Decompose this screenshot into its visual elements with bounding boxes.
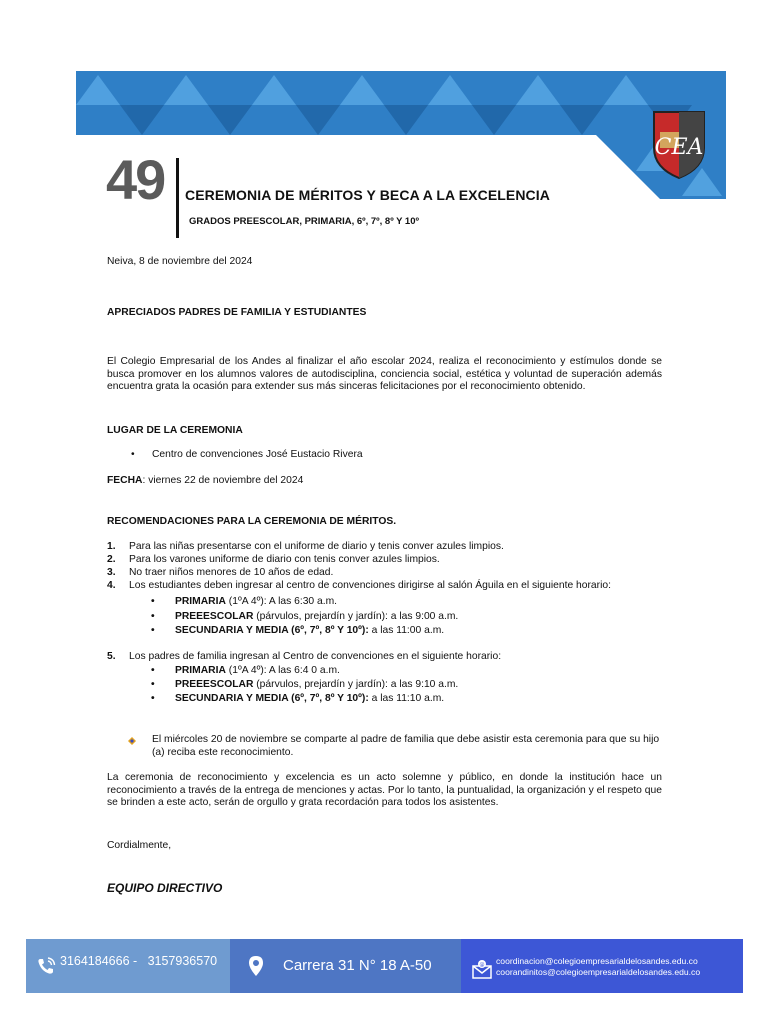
- mail-icon: [471, 959, 493, 979]
- svg-text:@: @: [479, 962, 485, 968]
- logo-text: CEA: [654, 135, 704, 160]
- header-divider: [176, 158, 179, 238]
- schedule-item: • SECUNDARIA Y MEDIA (6º, 7º, 8º Y 10º): a las 11:10 a.m.: [151, 693, 445, 704]
- footer-address: [230, 939, 461, 993]
- note-paragraph: El miércoles 20 de noviembre se comparte al padre de familia que debe asistir esta ceremonia para que su hijo (a) reciba este reconocimiento.: [152, 734, 660, 758]
- list-item: 3. No traer niños menores de 10 años de edad.: [107, 567, 334, 578]
- phone-icon: [36, 956, 56, 976]
- date-label: FECHA: [107, 475, 143, 486]
- place-heading: LUGAR DE LA CEREMONIA: [107, 425, 243, 436]
- list-item: 1. Para las niñas presentarse con el uniforme de diario y tenis conver azules limpios.: [107, 541, 504, 552]
- intro-paragraph: El Colegio Empresarial de los Andes al finalizar el año escolar 2024, realiza el reconocimiento y estímulos donde se busca promover en los alumnos valores de autodisciplina, conciencia social, estética y voluntad de superación además encuentra grata la ocasión para extender sus más sinceras felicitaciones por el reconocimiento obtenido.: [107, 356, 662, 392]
- recommendations-heading: RECOMENDACIONES PARA LA CEREMONIA DE MÉRITOS.: [107, 516, 397, 527]
- email-primary[interactable]: coordinacion@colegioempresarialdelosandes.edu.co: [496, 956, 698, 966]
- farewell: Cordialmente,: [107, 840, 172, 851]
- schedule-item: • PREEESCOLAR (párvulos, prejardín y jardín): a las 9:00 a.m.: [151, 611, 459, 622]
- schedule-item: • PRIMARIA (1ºA 4º): A las 6:30 a.m.: [151, 596, 338, 607]
- location-pin-icon: [248, 955, 264, 977]
- footer: [26, 939, 743, 993]
- date-field: [107, 475, 662, 488]
- list-item: 2. Para los varones uniforme de diario con tenis conver azules limpios.: [107, 554, 440, 565]
- closing-paragraph: La ceremonia de reconocimiento y excelencia es un acto solemne y público, en donde la institución hace un reconocimiento a través de la entrega de menciones y actas. Por lo tanto, la puntualidad, la organización y el respeto que se brinden a este acto, serán de orgullo y grata recordación para todos los asistentes.: [107, 772, 662, 808]
- circular-number: 49: [106, 148, 165, 211]
- greeting: APRECIADOS PADRES DE FAMILIA Y ESTUDIANTES: [107, 307, 367, 318]
- arrow-bullet-icon: [127, 736, 137, 746]
- schedule-item: • PREEESCOLAR (párvulos, prejardín y jardín): a las 9:10 a.m.: [151, 679, 459, 690]
- date-value: : viernes 22 de noviembre del 2024: [142, 475, 304, 486]
- date-line: Neiva, 8 de noviembre del 2024: [107, 256, 253, 267]
- schedule-item: • PRIMARIA (1ºA 4º): A las 6:4 0 a.m.: [151, 665, 340, 676]
- page-subtitle: GRADOS PREESCOLAR, PRIMARIA, 6º, 7º, 8º Y 10º: [189, 216, 419, 227]
- list-item: 5. Los padres de familia ingresan al Centro de convenciones en el siguiente horario:: [107, 651, 502, 662]
- footer-emails: [461, 939, 743, 993]
- address: Carrera 31 N° 18 A-50: [283, 957, 432, 974]
- email-secondary[interactable]: coorandinitos@colegioempresarialdelosandes.edu.co: [496, 967, 701, 977]
- school-logo: [652, 108, 706, 180]
- phone-numbers: 3164184666 - 3157936570: [60, 954, 218, 968]
- page-title: CEREMONIA DE MÉRITOS Y BECA A LA EXCELENCIA: [185, 187, 550, 203]
- header-banner: [76, 71, 726, 199]
- bullet: •: [131, 449, 135, 460]
- place-item: Centro de convenciones José Eustacio Rivera: [152, 449, 363, 460]
- list-item: 4. Los estudiantes deben ingresar al centro de convenciones dirigirse al salón Águila en el siguiente horario:: [107, 580, 611, 591]
- schedule-item: • SECUNDARIA Y MEDIA (6º, 7º, 8º Y 10º): a las 11:00 a.m.: [151, 625, 445, 636]
- footer-phones: [26, 939, 230, 993]
- signature: EQUIPO DIRECTIVO: [107, 881, 223, 895]
